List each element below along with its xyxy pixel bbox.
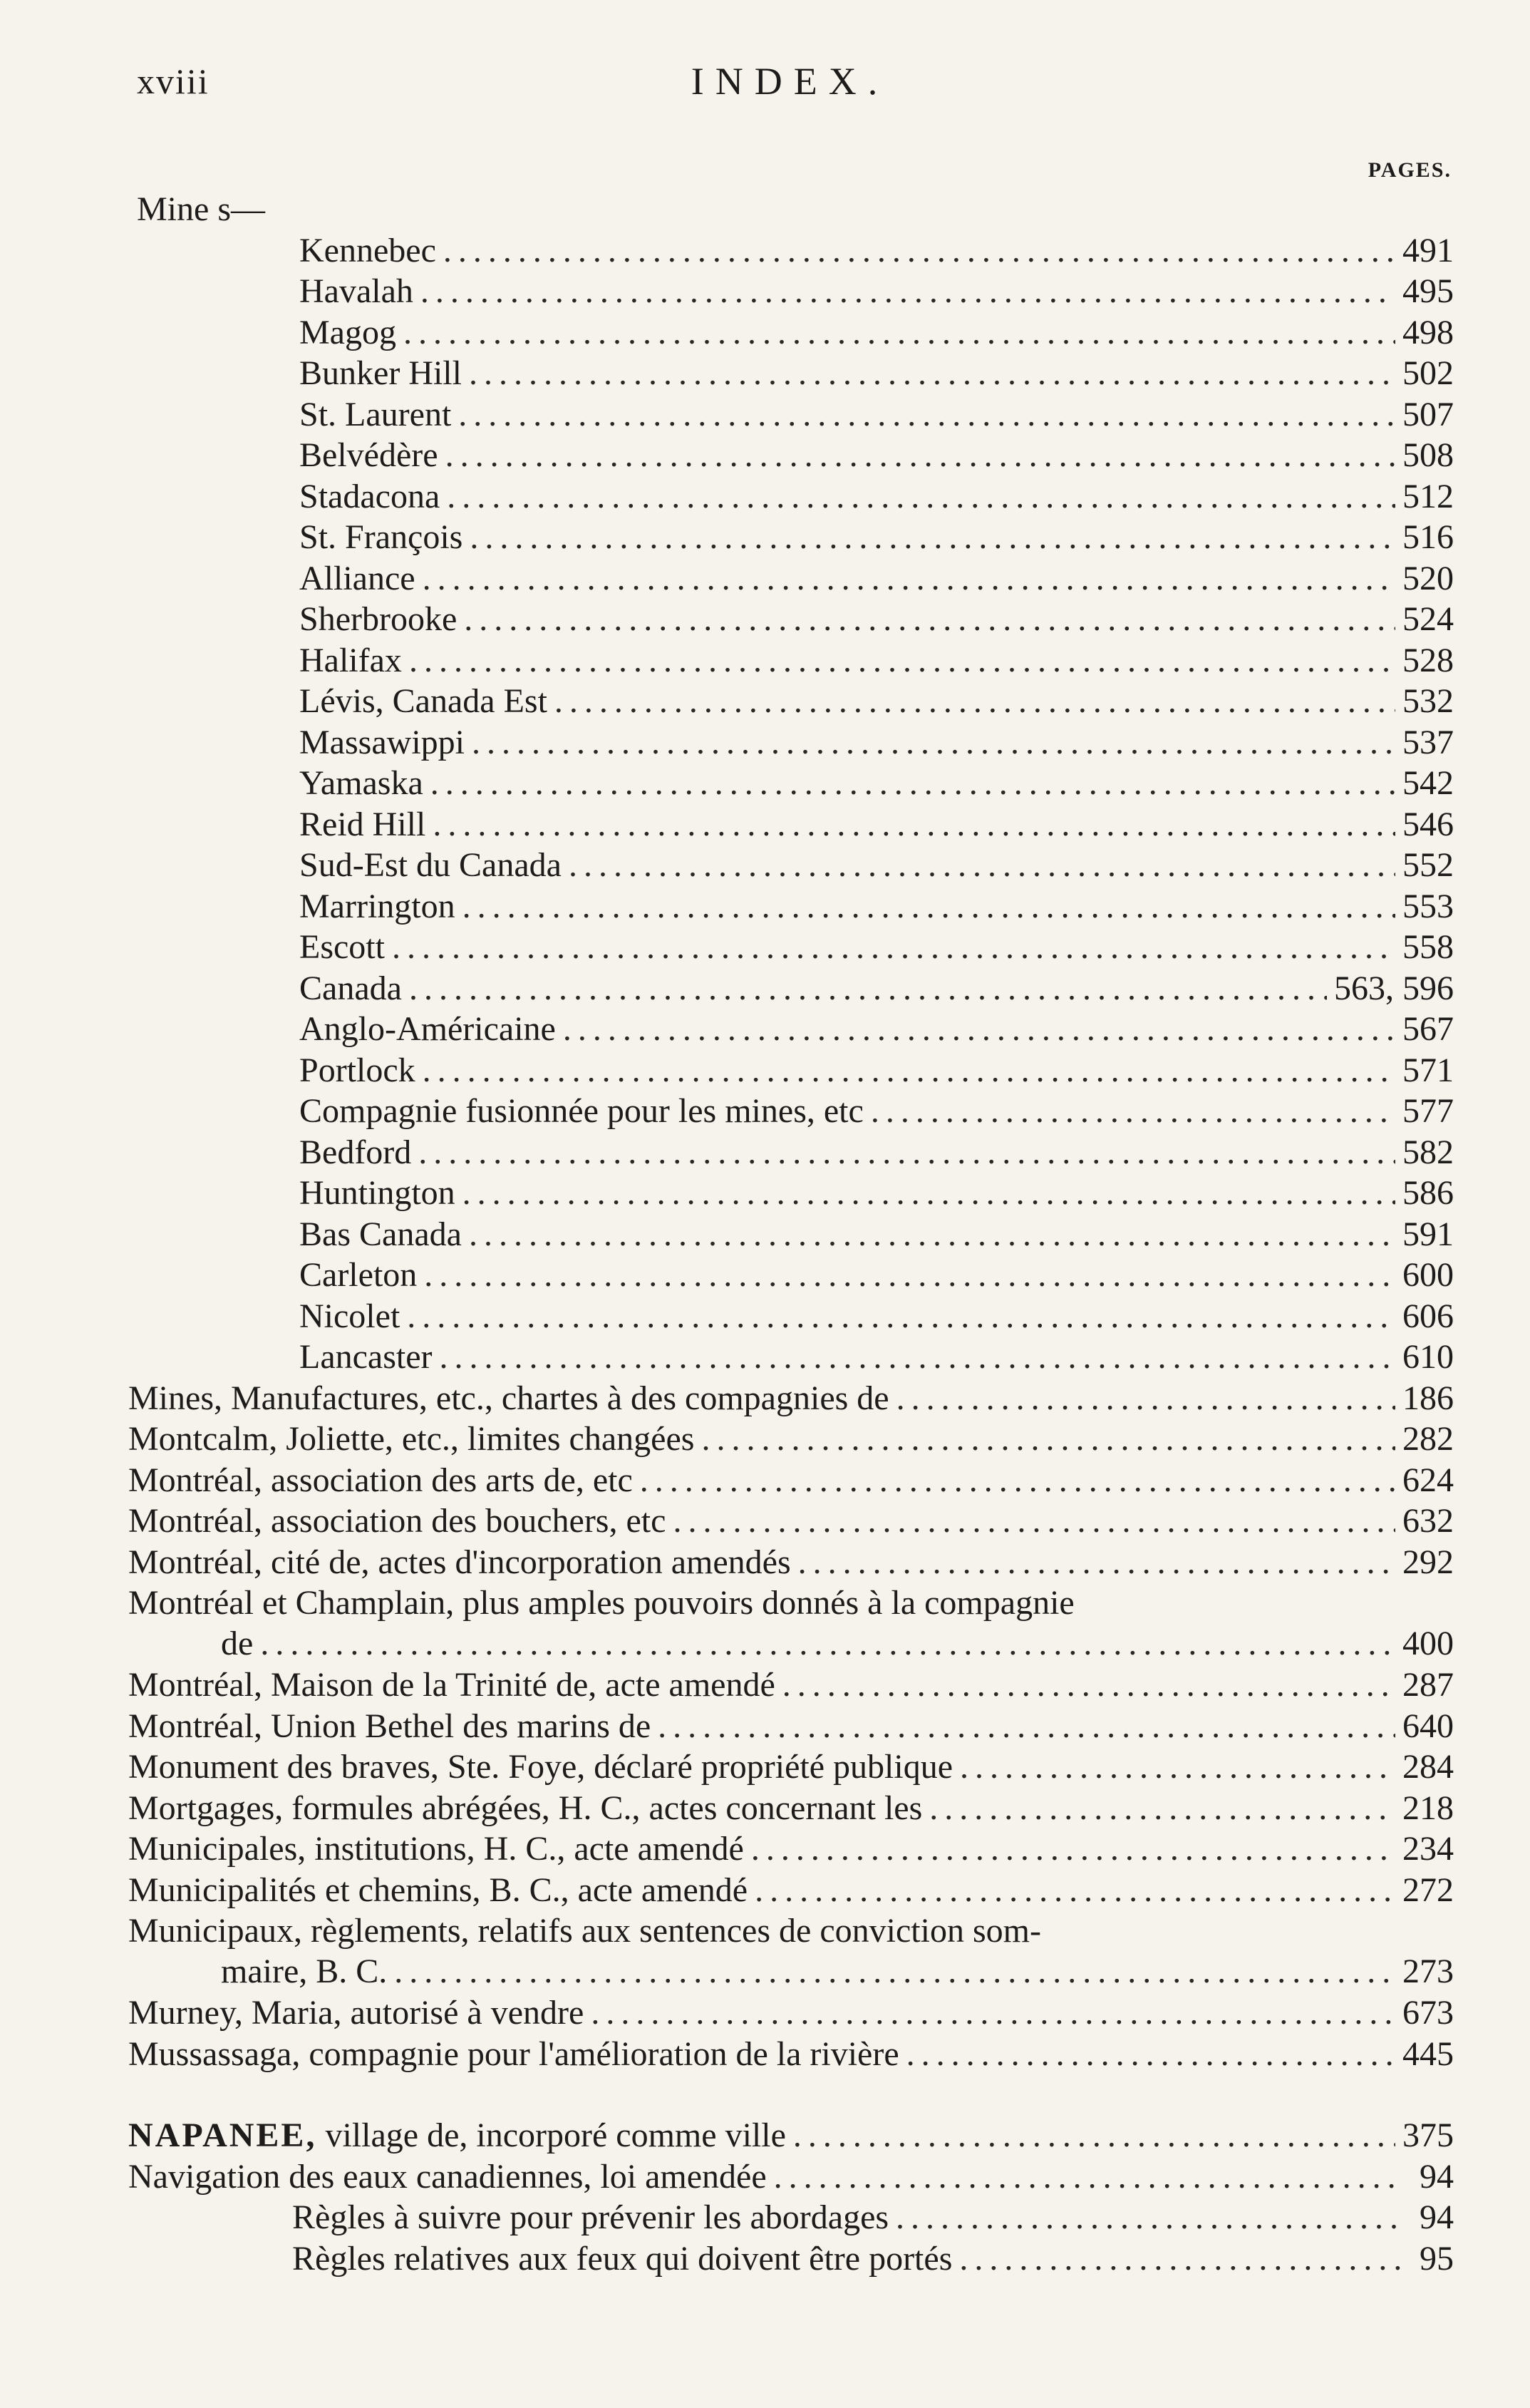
entry-label: Montréal, association des bouchers, etc bbox=[128, 1502, 666, 1540]
entry-page: 516 bbox=[1402, 518, 1454, 556]
leader-dots bbox=[774, 2156, 1404, 2197]
leader-dots bbox=[563, 1009, 1395, 1049]
index-entry bbox=[128, 640, 1454, 681]
entry-label: Escott bbox=[299, 928, 385, 966]
index-entry bbox=[128, 927, 1454, 968]
entry-label: Montréal, association des arts de, etc bbox=[128, 1461, 633, 1499]
index-entry bbox=[128, 1870, 1454, 1911]
index-entry bbox=[128, 230, 1454, 272]
index-subentry bbox=[128, 2238, 1454, 2280]
entry-label: Stadacona bbox=[299, 477, 440, 515]
index-entry bbox=[128, 763, 1454, 804]
leader-dots bbox=[440, 1337, 1395, 1377]
index-entries bbox=[128, 189, 1454, 2279]
entry-label: Massawippi bbox=[299, 723, 465, 761]
section-heading-mines: Mine s— bbox=[137, 190, 265, 228]
leader-dots bbox=[871, 1091, 1395, 1131]
leader-dots bbox=[462, 1173, 1395, 1213]
entry-label: Montréal et Champlain, plus amples pouvoirs donnés à la compagnie bbox=[128, 1584, 1075, 1622]
entry-label: Règles relatives aux feux qui doivent être portés bbox=[292, 2239, 953, 2278]
entry-page: 563, 596 bbox=[1334, 969, 1454, 1007]
entry-label: Mortgages, formules abrégées, H. C., actes concernant les bbox=[128, 1789, 923, 1827]
leader-dots bbox=[424, 1255, 1395, 1295]
leader-dots bbox=[409, 968, 1327, 1009]
entry-label: Montcalm, Joliette, etc., limites changées bbox=[128, 1420, 695, 1458]
leader-dots bbox=[407, 1296, 1395, 1337]
entry-page: 524 bbox=[1402, 600, 1454, 638]
entry-label: St. François bbox=[299, 518, 463, 556]
index-entry bbox=[128, 1050, 1454, 1091]
entry-page: 273 bbox=[1402, 1952, 1454, 1990]
leader-dots bbox=[447, 476, 1395, 517]
page-header bbox=[128, 53, 1452, 110]
entry-page: 571 bbox=[1402, 1051, 1454, 1089]
entry-label: Municipaux, règlements, relatifs aux sentences de conviction som- bbox=[128, 1912, 1041, 1950]
leader-dots bbox=[906, 2034, 1395, 2074]
entry-label: Municipales, institutions, H. C., acte amendé bbox=[128, 1830, 744, 1868]
index-entry bbox=[128, 312, 1454, 354]
entry-page: 502 bbox=[1402, 354, 1454, 392]
leader-dots bbox=[445, 435, 1395, 475]
entry-page: 507 bbox=[1402, 395, 1454, 433]
leader-dots bbox=[591, 1992, 1395, 2033]
entry-page: 606 bbox=[1402, 1297, 1454, 1335]
index-entry bbox=[128, 1378, 1454, 1419]
index-entry bbox=[128, 353, 1454, 394]
entry-label: Sud-Est du Canada bbox=[299, 846, 562, 884]
leader-dots bbox=[701, 1419, 1395, 1459]
leader-dots bbox=[960, 1746, 1395, 1787]
entry-label: Magog bbox=[299, 313, 396, 351]
entry-label: Sherbrooke bbox=[299, 600, 458, 638]
entry-page: 537 bbox=[1402, 723, 1454, 761]
entry-label: Anglo-Américaine bbox=[299, 1010, 556, 1048]
entry-label: Montréal, cité de, actes d'incorporation amendés bbox=[128, 1543, 791, 1581]
index-entry bbox=[128, 1460, 1454, 1501]
index-entry-multiline bbox=[128, 1910, 1454, 1992]
leader-dots bbox=[755, 1870, 1395, 1910]
entry-page: 94 bbox=[1420, 2157, 1454, 2196]
entry-page: 558 bbox=[1402, 928, 1454, 966]
index-entry bbox=[128, 1296, 1454, 1337]
entry-label: Nicolet bbox=[299, 1297, 400, 1335]
index-entry bbox=[128, 1992, 1454, 2034]
entry-page: 632 bbox=[1402, 1502, 1454, 1540]
entry-label-rest: village de, incorporé comme ville bbox=[316, 2116, 786, 2154]
index-subentry bbox=[128, 2197, 1454, 2238]
leader-dots bbox=[472, 722, 1395, 763]
entry-page: 553 bbox=[1402, 887, 1454, 925]
entry-label: Havalah bbox=[299, 272, 413, 310]
index-entry bbox=[128, 599, 1454, 640]
entry-page: 552 bbox=[1402, 846, 1454, 884]
entry-page: 542 bbox=[1402, 764, 1454, 802]
entry-page: 582 bbox=[1402, 1133, 1454, 1171]
page-title: INDEX. bbox=[691, 60, 889, 103]
entry-label: Murney, Maria, autorisé à vendre bbox=[128, 1994, 584, 2032]
leader-dots bbox=[554, 681, 1395, 721]
index-entry bbox=[128, 722, 1454, 763]
entry-label-continuation: de bbox=[221, 1625, 254, 1662]
entry-label: Bedford bbox=[299, 1133, 412, 1171]
entry-page: 532 bbox=[1402, 682, 1454, 720]
index-entry bbox=[128, 804, 1454, 845]
leader-dots bbox=[793, 2115, 1395, 2156]
leader-dots bbox=[394, 1951, 1395, 1992]
entry-label: Reid Hill bbox=[299, 805, 426, 843]
leader-dots bbox=[462, 886, 1395, 927]
entry-label: Belvédère bbox=[299, 436, 438, 474]
entry-label: Portlock bbox=[299, 1051, 415, 1089]
entry-page: 292 bbox=[1402, 1543, 1454, 1581]
entry-page: 282 bbox=[1402, 1420, 1454, 1458]
entry-page: 624 bbox=[1402, 1461, 1454, 1499]
index-entry bbox=[128, 1664, 1454, 1706]
entry-page: 591 bbox=[1402, 1215, 1454, 1253]
index-entry bbox=[128, 2034, 1454, 2075]
leader-dots bbox=[569, 845, 1395, 885]
leader-dots bbox=[469, 1214, 1395, 1255]
entry-label: Bunker Hill bbox=[299, 354, 462, 392]
entry-label: Montréal, Maison de la Trinité de, acte amendé bbox=[128, 1666, 775, 1704]
entry-page: 287 bbox=[1402, 1666, 1454, 1704]
entry-page: 495 bbox=[1402, 272, 1454, 310]
index-entry bbox=[128, 1788, 1454, 1829]
leader-dots bbox=[640, 1460, 1395, 1501]
entry-page: 218 bbox=[1402, 1789, 1454, 1827]
index-entry bbox=[128, 1706, 1454, 1747]
entry-label: Canada bbox=[299, 969, 402, 1007]
entry-label: Navigation des eaux canadiennes, loi amendée bbox=[128, 2157, 767, 2196]
entry-page: 528 bbox=[1402, 641, 1454, 679]
entry-page: 186 bbox=[1402, 1379, 1454, 1417]
entry-label: Alliance bbox=[299, 559, 415, 597]
entry-label: Montréal, Union Bethel des marins de bbox=[128, 1707, 651, 1745]
entry-label: St. Laurent bbox=[299, 395, 452, 433]
mines-subentries bbox=[128, 230, 1454, 1378]
index-entry bbox=[128, 681, 1454, 722]
entry-page: 498 bbox=[1402, 313, 1454, 351]
entry-label: Monument des braves, Ste. Foye, déclaré propriété publique bbox=[128, 1748, 953, 1786]
entry-label bbox=[128, 2115, 786, 2156]
index-entry bbox=[128, 886, 1454, 927]
index-entry bbox=[128, 1542, 1454, 1583]
entry-page: 567 bbox=[1402, 1010, 1454, 1048]
index-entry bbox=[128, 558, 1454, 600]
leader-dots bbox=[430, 763, 1395, 803]
leader-dots bbox=[464, 599, 1395, 639]
leader-dots bbox=[751, 1828, 1395, 1869]
index-entry bbox=[128, 476, 1454, 518]
entry-page: 508 bbox=[1402, 436, 1454, 474]
entry-page: 546 bbox=[1402, 805, 1454, 843]
leader-dots bbox=[782, 1664, 1395, 1705]
entry-label: Mines, Manufactures, etc., chartes à des compagnies de bbox=[128, 1379, 889, 1417]
entry-page: 520 bbox=[1402, 559, 1454, 597]
leader-dots bbox=[458, 394, 1395, 435]
index-entry bbox=[128, 2156, 1454, 2198]
index-entry bbox=[128, 271, 1454, 312]
entry-page: 234 bbox=[1402, 1830, 1454, 1868]
index-entry bbox=[128, 1009, 1454, 1050]
leader-dots bbox=[658, 1706, 1395, 1746]
leader-dots bbox=[673, 1501, 1395, 1541]
index-entry bbox=[128, 1828, 1454, 1870]
leader-dots bbox=[392, 927, 1395, 967]
entry-page: 512 bbox=[1402, 477, 1454, 515]
index-entry bbox=[128, 394, 1454, 436]
index-entry bbox=[128, 1746, 1454, 1788]
entry-page: 600 bbox=[1402, 1256, 1454, 1294]
index-entry-multiline bbox=[128, 1583, 1454, 1664]
entry-label: Carleton bbox=[299, 1256, 418, 1294]
entry-label: Marrington bbox=[299, 887, 455, 925]
index-entry bbox=[128, 1419, 1454, 1460]
entry-page: 610 bbox=[1402, 1338, 1454, 1376]
index-entry bbox=[128, 1132, 1454, 1173]
index-entry bbox=[128, 845, 1454, 886]
entry-page: 577 bbox=[1402, 1092, 1454, 1130]
leader-dots bbox=[470, 517, 1395, 557]
entry-page: 95 bbox=[1420, 2239, 1454, 2278]
leader-dots bbox=[798, 1542, 1395, 1583]
leader-dots bbox=[896, 1378, 1395, 1419]
entry-page: 272 bbox=[1402, 1871, 1454, 1909]
entry-page: 375 bbox=[1402, 2116, 1454, 2154]
leader-dots bbox=[409, 640, 1395, 681]
leader-dots bbox=[443, 230, 1395, 271]
index-entry-napanee bbox=[128, 2115, 1454, 2156]
leader-dots bbox=[959, 2238, 1404, 2279]
entry-lead-word: NAPANEE, bbox=[128, 2116, 317, 2154]
entry-label: Mussassaga, compagnie pour l'amélioration de la rivière bbox=[128, 2034, 899, 2073]
entry-label: Lévis, Canada Est bbox=[299, 682, 547, 720]
entry-label: Compagnie fusionnée pour les mines, etc bbox=[299, 1092, 864, 1130]
entry-page: 94 bbox=[1420, 2198, 1454, 2236]
leader-dots bbox=[433, 804, 1395, 845]
index-entry bbox=[128, 1337, 1454, 1378]
leader-dots bbox=[423, 558, 1395, 599]
entry-label: Kennebec bbox=[299, 231, 436, 269]
entry-page: 491 bbox=[1402, 231, 1454, 269]
index-entry bbox=[128, 517, 1454, 558]
leader-dots bbox=[418, 1132, 1395, 1173]
leader-dots bbox=[423, 1050, 1395, 1091]
entry-label: Bas Canada bbox=[299, 1215, 462, 1253]
entry-label: Halifax bbox=[299, 641, 402, 679]
leader-dots bbox=[929, 1788, 1395, 1828]
index-entry bbox=[128, 968, 1454, 1009]
entry-page: 400 bbox=[1402, 1625, 1454, 1662]
entry-label-continuation: maire, B. C. bbox=[221, 1952, 388, 1990]
leader-dots bbox=[896, 2197, 1404, 2238]
index-entry bbox=[128, 1091, 1454, 1132]
leader-dots bbox=[260, 1623, 1395, 1664]
entry-label: Huntington bbox=[299, 1174, 455, 1212]
page-number: xviii bbox=[137, 61, 210, 101]
entry-page: 284 bbox=[1402, 1748, 1454, 1786]
entry-label: Municipalités et chemins, B. C., acte amendé bbox=[128, 1871, 748, 1909]
index-entry bbox=[128, 1214, 1454, 1255]
entry-page: 673 bbox=[1402, 1994, 1454, 2032]
index-entry bbox=[128, 1255, 1454, 1296]
index-entry bbox=[128, 1173, 1454, 1214]
entry-page: 445 bbox=[1402, 2034, 1454, 2073]
entry-page: 640 bbox=[1402, 1707, 1454, 1745]
leader-dots bbox=[469, 353, 1395, 393]
entry-label: Règles à suivre pour prévenir les abordages bbox=[292, 2198, 889, 2236]
leader-dots bbox=[420, 271, 1395, 312]
entry-page: 586 bbox=[1402, 1174, 1454, 1212]
leader-dots bbox=[403, 312, 1395, 353]
pages-column-label: PAGES. bbox=[1368, 158, 1452, 182]
entry-label: Yamaska bbox=[299, 764, 423, 802]
index-entry bbox=[128, 435, 1454, 476]
entry-label: Lancaster bbox=[299, 1338, 433, 1376]
index-entry bbox=[128, 1501, 1454, 1542]
